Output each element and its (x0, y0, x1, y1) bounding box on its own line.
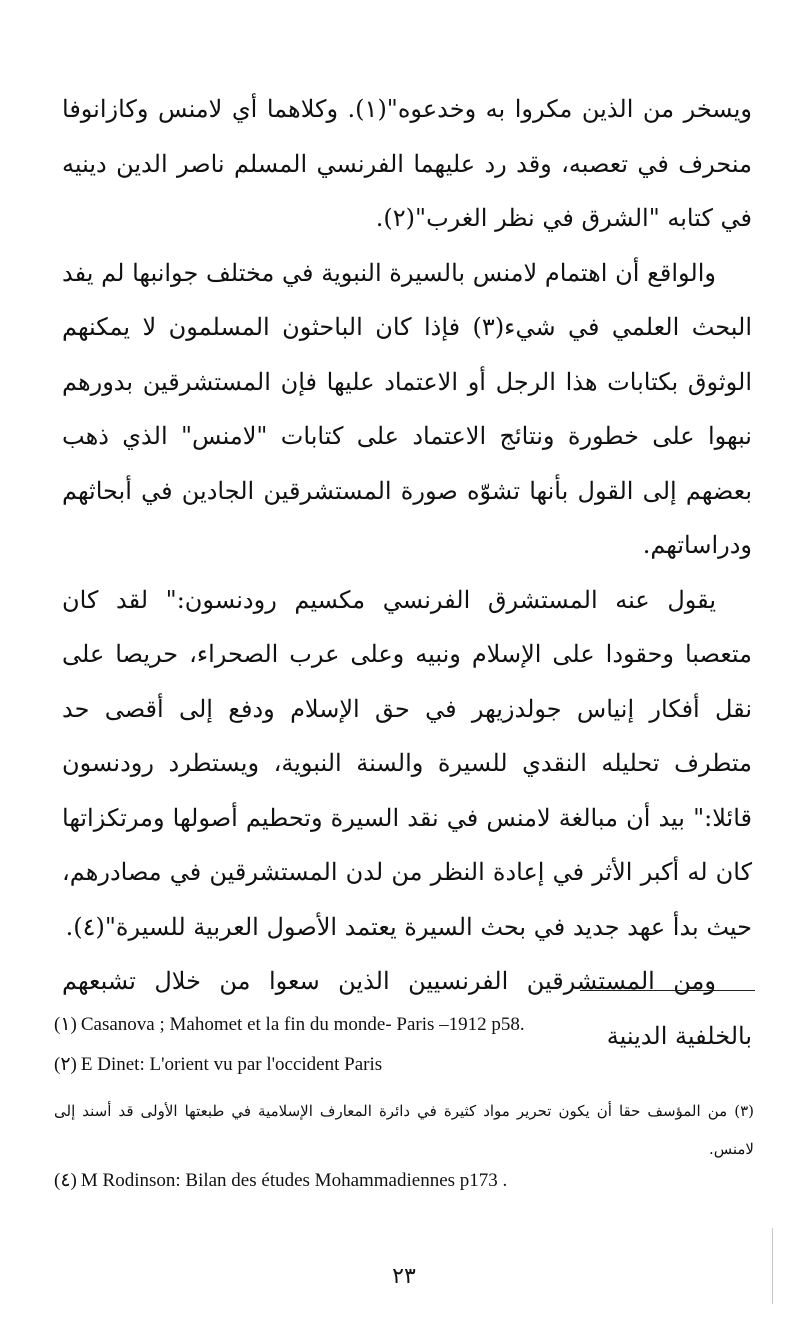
scan-edge-line (772, 1228, 773, 1304)
footnote-3-number: (٣) (734, 1102, 754, 1120)
footnote-1-number: (١) (54, 1014, 77, 1035)
footnote-1 (54, 1012, 525, 1038)
footnote-4-text: M Rodinson: Bilan des études Mohammadiennes p173 . (80, 1170, 508, 1191)
footnote-4 (54, 1168, 507, 1194)
footnote-3 (54, 1092, 754, 1168)
paragraph-2: والواقع أن اهتمام لامنس بالسيرة النبوية في مختلف جوانبها لم يفد البحث العلمي في شيء(٣) فإذا كان الباحثون المسلمون لا يمكنهم الوثوق بكتابات هذا الرجل أو الاعتماد عليها فإن المستشرقين بدورهم نبهوا على خطورة ونتائج الاعتماد على كتابات "لامنس" الذي ذهب بعضهم إلى القول بأنها تشوّه صورة المستشرقين الجادين في أبحاثهم ودراساتهم. (62, 258, 752, 559)
footnote-4-number: (٤) (54, 1170, 77, 1191)
footnote-divider (580, 990, 755, 991)
footnote-3-text: من المؤسف حقا أن يكون تحرير مواد كثيرة في دائرة المعارف الإسلامية في طبعتها الأولى قد أسند إلى لامنس. (54, 1102, 754, 1158)
paragraph-3: يقول عنه المستشرق الفرنسي مكسيم رودنسون:" لقد كان متعصبا وحقودا على الإسلام ونبيه وعلى عرب الصحراء، حريصا على نقل أفكار إنياس جولدزيهر في حق الإسلام ودفع إلى أقصى حد متطرف تحليله النقدي للسيرة والسنة النبوية، ويستطرد رودنسون قائلا:" بيد أن مبالغة لامنس في نقد السيرة وتحطيم أصولها ومرتكزاتها كان له أكبر الأثر في إعادة النظر من لدن المستشرقين في مصادرهم، حيث بدأ عهد جديد في بحث السيرة يعتمد الأصول العربية للسيرة"(٤). (62, 585, 753, 941)
paragraph-1: ويسخر من الذين مكروا به وخدعوه"(١). وكلاهما أي لامنس وكازانوفا منحرف في تعصبه، وقد رد عليهما الفرنسي المسلم ناصر الدين دينيه في كتابه "الشرق في نظر الغرب"(٢). (62, 95, 752, 232)
page-number: ٢٣ (392, 1264, 416, 1289)
footnote-2-number: (٢) (54, 1054, 77, 1075)
footnote-2 (54, 1052, 382, 1078)
paragraph-4: ومن المستشرقين الفرنسيين الذين سعوا من خلال تشبعهم بالخلفية الدينية (62, 967, 752, 1050)
main-text (62, 82, 752, 1063)
footnote-1-text: Casanova ; Mahomet et la fin du monde- Paris –1912 p58. (80, 1014, 525, 1035)
footnote-2-text: E Dinet: L'orient vu par l'occident Paris (80, 1054, 383, 1075)
